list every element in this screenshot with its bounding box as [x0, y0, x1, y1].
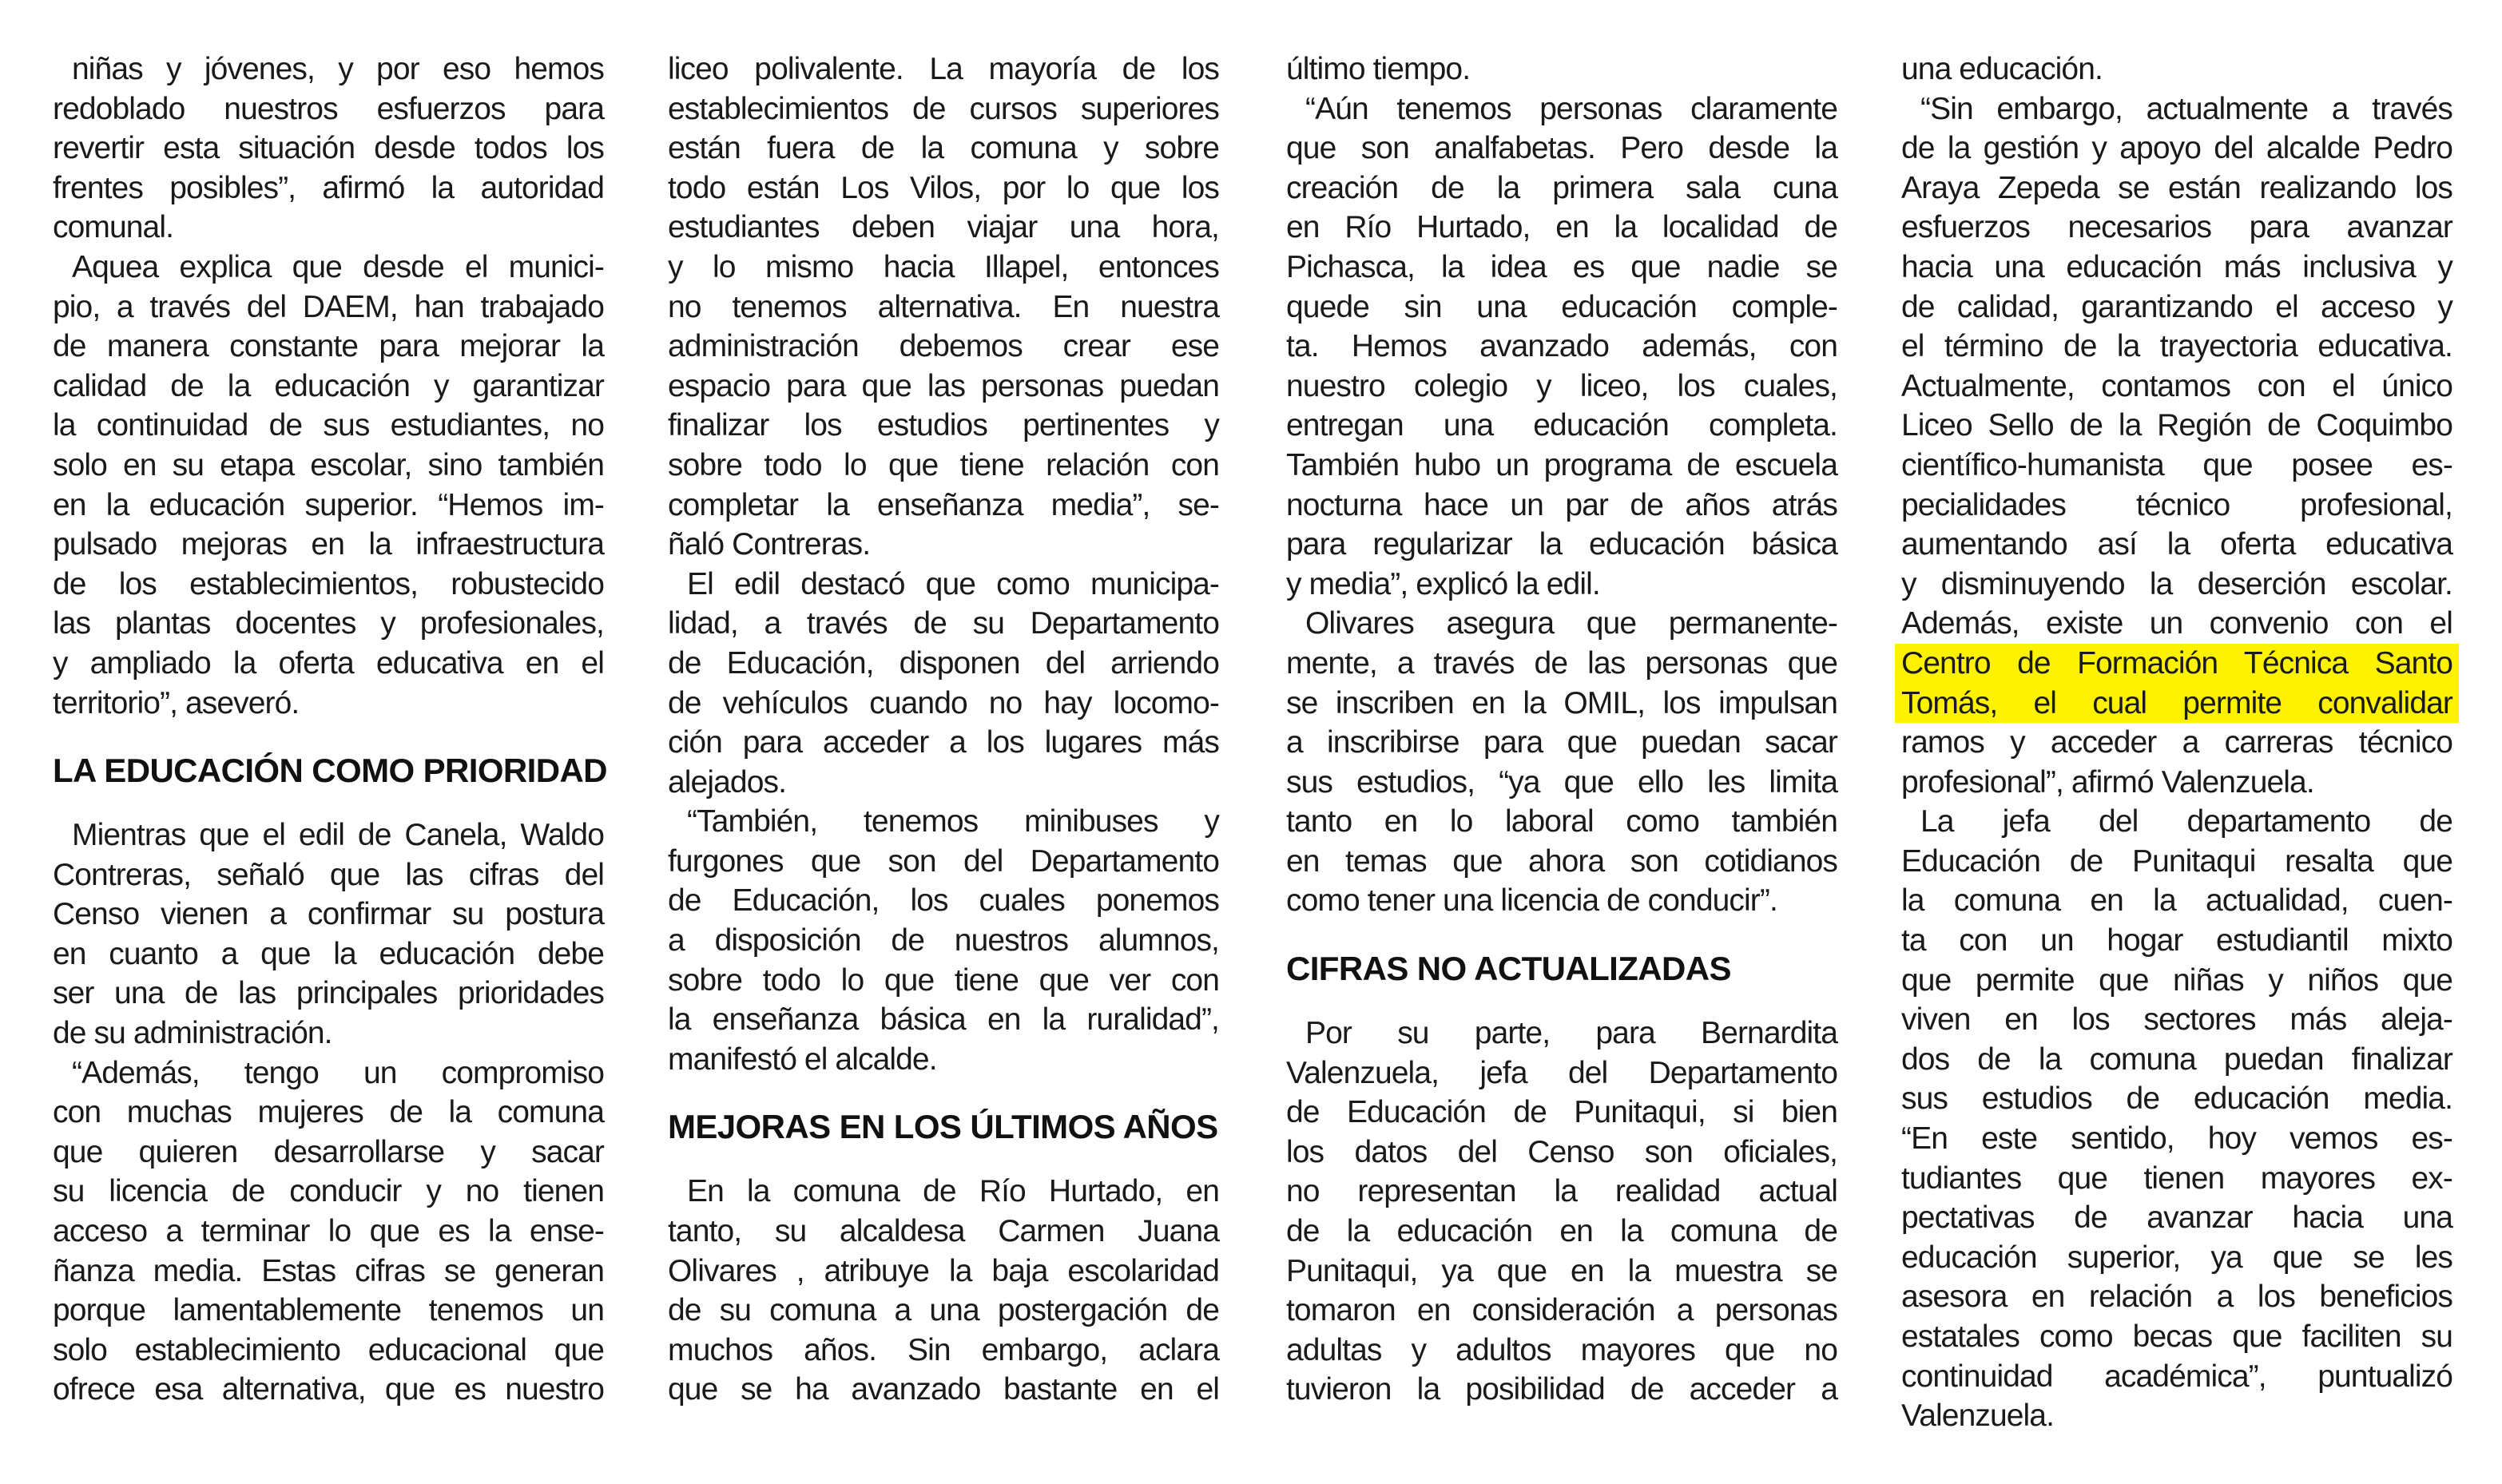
article-column-3 — [1286, 50, 1837, 1410]
text-line: alejados. — [668, 764, 787, 800]
text-line: sus estudios de educación media. — [1901, 1081, 2452, 1117]
text-line: las plantas docentes y profesionales, — [53, 606, 604, 641]
text-line: Contreras, señaló que las cifras del — [53, 857, 604, 892]
text-line: la comuna en la actualidad, cuen- — [1901, 883, 2452, 919]
text-line: finalizar los estudios pertinentes y — [668, 408, 1219, 443]
paragraph — [668, 565, 1219, 803]
text-line: “Además, tengo un compromiso — [72, 1055, 604, 1090]
text-line: territorio”, aseveró. — [53, 685, 300, 720]
paragraph — [668, 1172, 1219, 1410]
text-line: acceso a terminar lo que es la ense- — [53, 1214, 604, 1249]
text-line: ñanza media. Estas cifras se generan — [53, 1253, 604, 1288]
paragraph — [668, 50, 1219, 565]
text-line: Pichasca, la idea es que nadie se — [1286, 249, 1837, 284]
text-line: Aquea explica que desde el munici- — [72, 249, 604, 284]
text-line: “Sin embargo, actualmente a través — [1920, 91, 2452, 126]
text-line: ñaló Contreras. — [668, 527, 871, 562]
text-line: pecialidades técnico profesional, — [1901, 487, 2452, 522]
text-line: el término de la trayectoria educativa. — [1901, 329, 2452, 364]
text-line: en cuanto a que la educación debe — [53, 936, 604, 971]
text-line: de Educación, disponen del arriendo — [668, 645, 1219, 680]
text-line: solo establecimiento educacional que — [53, 1332, 604, 1367]
text-line: revertir esta situación desde todos los — [53, 131, 604, 166]
text-line: tanto, su alcaldesa Carmen Juana — [668, 1214, 1219, 1249]
text-line: porque lamentablemente tenemos un — [53, 1293, 604, 1328]
text-line: a inscribirse para que puedan sacar — [1286, 725, 1837, 760]
article-column-1 — [53, 50, 607, 1410]
text-line: de la gestión y apoyo del alcalde Pedro — [1901, 131, 2452, 166]
text-line: completar la enseñanza media”, se- — [668, 487, 1219, 522]
text-line: Liceo Sello de la Región de Coquimbo — [1901, 408, 2452, 443]
text-line: todo están Los Vilos, por lo que los — [668, 170, 1219, 205]
text-line: viven en los sectores más aleja- — [1901, 1002, 2452, 1038]
text-line: comunal. — [53, 210, 174, 245]
text-line: “En este sentido, hoy vemos es- — [1901, 1121, 2452, 1157]
text-line: entregan una educación completa. — [1286, 408, 1837, 443]
paragraph — [1901, 89, 2452, 803]
text-line: ser una de las principales prioridades — [53, 976, 604, 1011]
text-line: de su administración. — [53, 1016, 332, 1051]
text-line: que son analfabetas. Pero desde la — [1286, 131, 1837, 166]
text-line: de vehículos cuando no hay locomo- — [668, 685, 1219, 720]
text-line: hacia una educación más inclusiva y — [1901, 249, 2452, 284]
paragraph — [53, 50, 604, 248]
text-line: Educación de Punitaqui resalta que — [1901, 843, 2452, 879]
text-line: que permite que niñas y niños que — [1901, 962, 2452, 998]
text-line: administración debemos crear ese — [668, 329, 1219, 364]
text-line: ramos y acceder a carreras técnico — [1901, 725, 2452, 760]
text-line: los datos del Censo son oficiales, — [1286, 1134, 1837, 1169]
text-line: no representan la realidad actual — [1286, 1174, 1837, 1209]
text-line: Valenzuela, jefa del Departamento — [1286, 1055, 1837, 1090]
text-line: para regularizar la educación básica — [1286, 527, 1837, 562]
text-line: aumentando así la oferta educativa — [1901, 527, 2452, 562]
section-gap — [1286, 993, 1837, 1014]
text-line: la enseñanza básica en la ruralidad”, — [668, 1002, 1219, 1038]
section-gap — [1286, 921, 1837, 945]
text-line: En la comuna de Río Hurtado, en — [687, 1174, 1219, 1209]
text-line: pio, a través del DAEM, han trabajado — [53, 289, 604, 324]
paragraph — [1286, 604, 1837, 921]
text-line: en Río Hurtado, en la localidad de — [1286, 210, 1837, 245]
highlighted-text-line: Centro de Formación Técnica Santo — [1895, 644, 2459, 684]
text-line: Olivares , atribuye la baja escolaridad — [668, 1253, 1219, 1288]
text-line: espacio para que las personas puedan — [668, 368, 1219, 403]
paragraph — [1901, 50, 2452, 89]
section-gap — [668, 1079, 1219, 1103]
text-line: en temas que ahora son cotidianos — [1286, 843, 1837, 879]
text-line: y ampliado la oferta educativa en el — [53, 645, 604, 680]
paragraph — [53, 1053, 604, 1410]
paragraph — [668, 802, 1219, 1079]
text-line: su licencia de conducir y no tienen — [53, 1174, 604, 1209]
text-line: científico-humanista que posee es- — [1901, 447, 2452, 482]
article-column-4 — [1901, 50, 2452, 1436]
text-line: y lo mismo hacia Illapel, entonces — [668, 249, 1219, 284]
text-line: niñas y jóvenes, y por eso hemos — [72, 52, 604, 86]
text-line: tuvieron la posibilidad de acceder a — [1286, 1372, 1837, 1407]
text-line: La jefa del departamento de — [1920, 804, 2452, 839]
text-line: sus estudios, “ya que ello les limita — [1286, 764, 1837, 800]
text-line: continuidad académica”, puntualizó — [1901, 1359, 2452, 1394]
text-line: y disminuyendo la deserción escolar. — [1901, 566, 2452, 601]
text-line: pectativas de avanzar hacia una — [1901, 1200, 2452, 1236]
section-gap — [53, 723, 604, 747]
text-line: frentes posibles”, afirmó la autoridad — [53, 170, 604, 205]
section-heading: LA EDUCACIÓN COMO PRIORIDAD — [53, 752, 607, 790]
text-line: liceo polivalente. La mayoría de los — [668, 52, 1219, 86]
text-line: de Educación de Punitaqui, si bien — [1286, 1095, 1837, 1130]
text-line: Valenzuela. — [1901, 1399, 2055, 1434]
text-line: ta. Hemos avanzado además, con — [1286, 329, 1837, 364]
text-line: de calidad, garantizando el acceso y — [1901, 289, 2452, 324]
text-line: la continuidad de sus estudiantes, no — [53, 408, 604, 443]
text-line: último tiempo. — [1286, 52, 1471, 86]
text-line: estatales como becas que faciliten su — [1901, 1319, 2452, 1354]
article-column-2 — [668, 50, 1219, 1410]
text-line: Araya Zepeda se están realizando los — [1901, 170, 2452, 205]
text-line: calidad de la educación y garantizar — [53, 368, 604, 403]
section-heading: CIFRAS NO ACTUALIZADAS — [1286, 950, 1731, 988]
section-gap — [668, 1151, 1219, 1172]
text-line: mente, a través de las personas que — [1286, 645, 1837, 680]
text-line: redoblado nuestros esfuerzos para — [53, 91, 604, 126]
text-line: Olivares asegura que permanente- — [1305, 606, 1837, 641]
text-line: dos de la comuna puedan finalizar — [1901, 1042, 2452, 1077]
text-line: de los establecimientos, robustecido — [53, 566, 604, 601]
text-line: nocturna hace un par de años atrás — [1286, 487, 1837, 522]
text-line: adultas y adultos mayores que no — [1286, 1332, 1837, 1367]
text-line: ta con un hogar estudiantil mixto — [1901, 923, 2452, 958]
text-line: muchos años. Sin embargo, aclara — [668, 1332, 1219, 1367]
paragraph — [1901, 802, 2452, 1436]
text-line: en la educación superior. “Hemos im- — [53, 487, 604, 522]
text-line: Actualmente, contamos con el único — [1901, 368, 2452, 403]
text-line: lidad, a través de su Departamento — [668, 606, 1219, 641]
text-line: una educación. — [1901, 52, 2103, 86]
text-line: solo en su etapa escolar, sino también — [53, 447, 604, 482]
paragraph — [1286, 1014, 1837, 1410]
text-line: y media”, explicó la edil. — [1286, 566, 1600, 601]
text-line: de Educación, los cuales ponemos — [668, 883, 1219, 919]
text-line: tomaron en consideración a personas — [1286, 1293, 1837, 1328]
highlighted-text-line: Tomás, el cual permite convalidar — [1895, 684, 2459, 724]
text-line: sobre todo lo que tiene relación con — [668, 447, 1219, 482]
text-line: profesional”, afirmó Valenzuela. — [1901, 764, 2314, 800]
paragraph — [53, 248, 604, 723]
text-line: de su comuna a una postergación de — [668, 1293, 1219, 1328]
text-line: no tenemos alternativa. En nuestra — [668, 289, 1219, 324]
paragraph — [1286, 50, 1837, 89]
text-line: nuestro colegio y liceo, los cuales, — [1286, 368, 1837, 403]
text-line: estudiantes deben viajar una hora, — [668, 210, 1219, 245]
text-line: asesora en relación a los beneficios — [1901, 1280, 2452, 1315]
text-line: están fuera de la comuna y sobre — [668, 131, 1219, 166]
text-line: a disposición de nuestros alumnos, — [668, 923, 1219, 958]
text-line: educación superior, ya que se les — [1901, 1240, 2452, 1275]
text-line: se inscriben en la OMIL, los impulsan — [1286, 685, 1837, 720]
text-line: quede sin una educación comple- — [1286, 289, 1837, 324]
text-line: como tener una licencia de conducir”. — [1286, 883, 1777, 919]
section-heading: MEJORAS EN LOS ÚLTIMOS AÑOS — [668, 1108, 1218, 1146]
text-line: esfuerzos necesarios para avanzar — [1901, 210, 2452, 245]
text-line: Además, existe un convenio con el — [1901, 606, 2452, 641]
text-line: con muchas mujeres de la comuna — [53, 1095, 604, 1130]
text-line: que quieren desarrollarse y sacar — [53, 1134, 604, 1169]
text-line: furgones que son del Departamento — [668, 843, 1219, 879]
text-line: “Aún tenemos personas claramente — [1305, 91, 1837, 126]
text-line: sobre todo lo que tiene que ver con — [668, 962, 1219, 998]
text-line: establecimientos de cursos superiores — [668, 91, 1219, 126]
text-line: Mientras que el edil de Canela, Waldo — [72, 818, 604, 853]
text-line: que se ha avanzado bastante en el — [668, 1372, 1219, 1407]
text-line: ofrece esa alternativa, que es nuestro — [53, 1372, 604, 1407]
section-gap — [53, 795, 604, 815]
text-line: También hubo un programa de escuela — [1286, 447, 1837, 482]
text-line: de manera constante para mejorar la — [53, 329, 604, 364]
text-line: tanto en lo laboral como también — [1286, 804, 1837, 839]
paragraph — [1286, 89, 1837, 605]
paragraph — [53, 815, 604, 1053]
text-line: pulsado mejoras en la infraestructura — [53, 527, 604, 562]
text-line: manifestó el alcalde. — [668, 1042, 937, 1077]
text-line: Por su parte, para Bernardita — [1305, 1016, 1837, 1051]
text-line: El edil destacó que como municipa- — [687, 566, 1219, 601]
text-line: Censo vienen a confirmar su postura — [53, 897, 604, 932]
text-line: de la educación en la comuna de — [1286, 1214, 1837, 1249]
text-line: creación de la primera sala cuna — [1286, 170, 1837, 205]
text-line: Punitaqui, ya que en la muestra se — [1286, 1253, 1837, 1288]
text-line: ción para acceder a los lugares más — [668, 725, 1219, 760]
text-line: tudiantes que tienen mayores ex- — [1901, 1161, 2452, 1196]
text-line: “También, tenemos minibuses y — [687, 804, 1219, 839]
